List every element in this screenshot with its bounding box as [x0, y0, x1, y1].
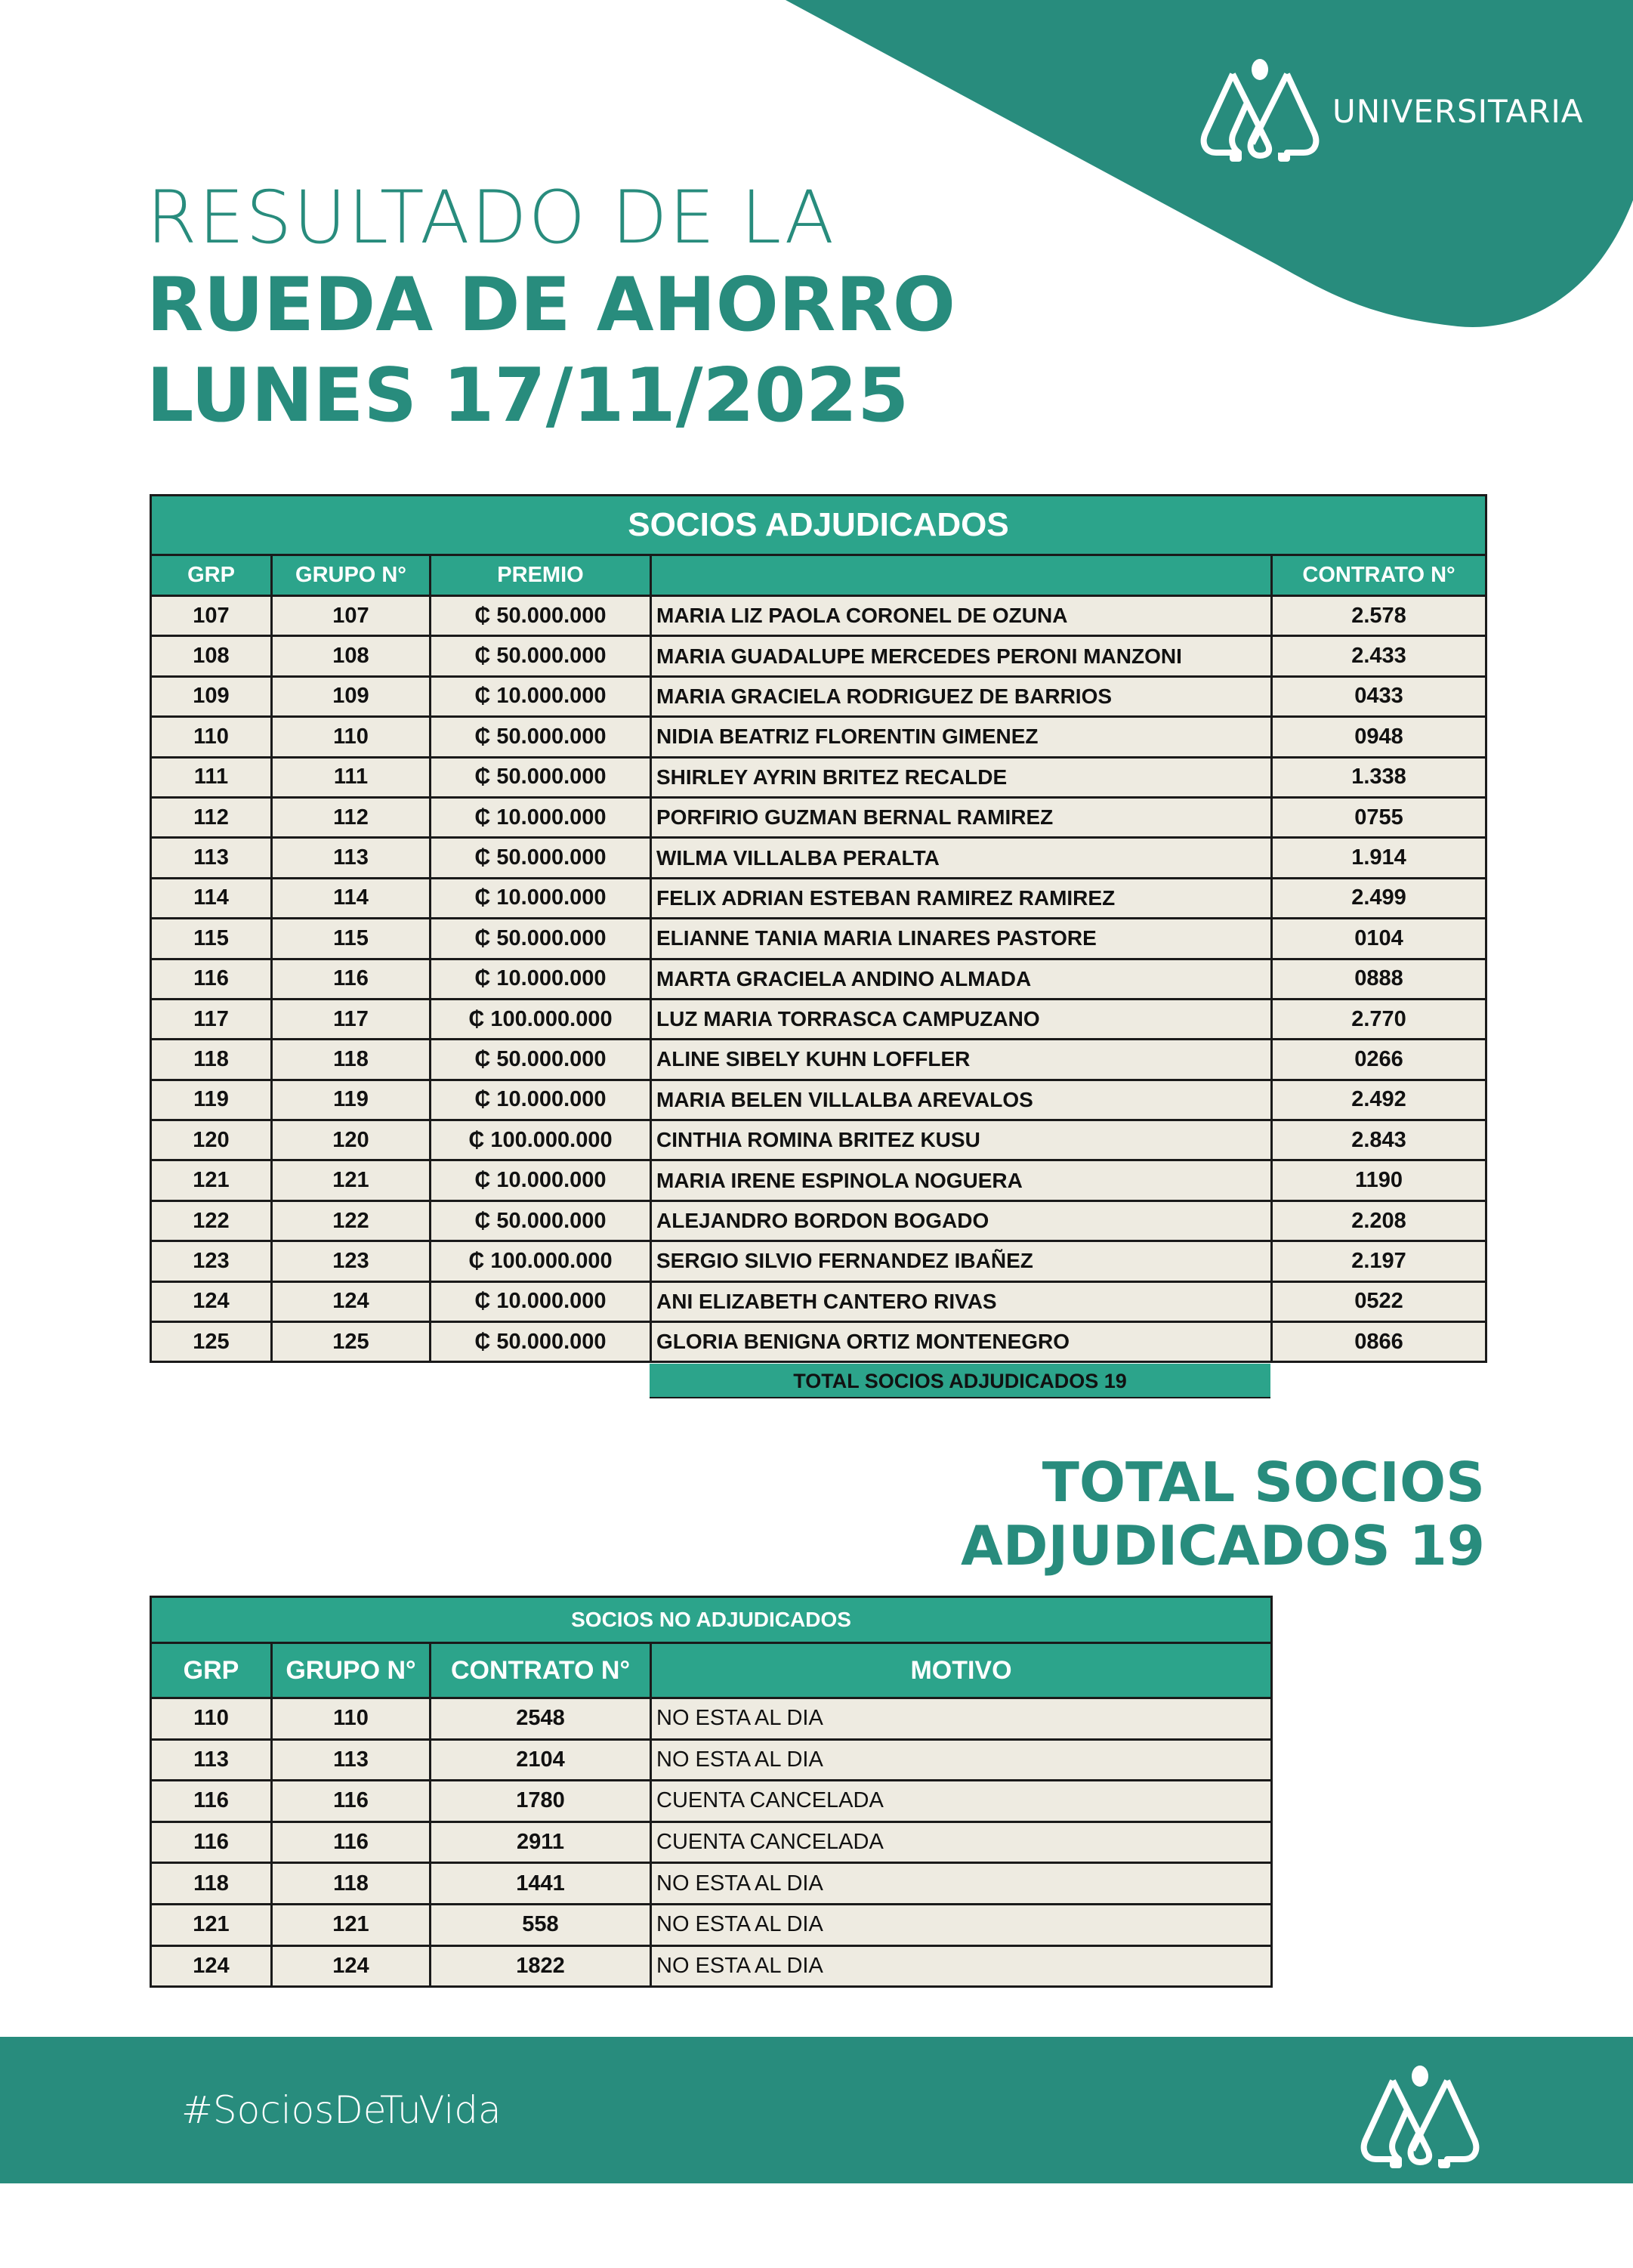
- no-adjudicados-header-row: [151, 1643, 1272, 1698]
- cell-grp: 118: [151, 1040, 272, 1080]
- total-adjudicados-bar: TOTAL SOCIOS ADJUDICADOS 19: [650, 1364, 1270, 1398]
- cell-premio: ₵ 50.000.000: [431, 919, 651, 959]
- cell-premio: ₵ 10.000.000: [431, 1160, 651, 1200]
- cell-premio: ₵ 10.000.000: [431, 797, 651, 837]
- cell-grupo: 112: [272, 797, 431, 837]
- table-row: [151, 1698, 1272, 1740]
- cell-premio: ₵ 100.000.000: [431, 999, 651, 1039]
- table-row: [151, 919, 1486, 959]
- cell-nombre: MARTA GRACIELA ANDINO ALMADA: [651, 959, 1272, 999]
- cell-grp: 107: [151, 596, 272, 636]
- cell-grp: 124: [151, 1281, 272, 1321]
- adjudicados-title-row: [151, 496, 1486, 555]
- table-row: [151, 1200, 1486, 1241]
- table-row: [151, 636, 1486, 676]
- cell-grupo: 121: [272, 1904, 431, 1945]
- table-row: [151, 596, 1486, 636]
- cell-grp: 111: [151, 757, 272, 797]
- cell-contrato: 1822: [431, 1945, 651, 1987]
- cell-grp: 122: [151, 1200, 272, 1241]
- col-header-grupo: GRUPO N°: [272, 555, 431, 596]
- table-row: [151, 1863, 1272, 1905]
- col-header-contrato: CONTRATO N°: [1272, 555, 1486, 596]
- cell-contrato: 2911: [431, 1822, 651, 1863]
- table-row: [151, 999, 1486, 1039]
- cell-grupo: 115: [272, 919, 431, 959]
- cell-grupo: 125: [272, 1322, 431, 1362]
- cell-grupo: 114: [272, 878, 431, 918]
- total-summary-line-1: TOTAL SOCIOS: [1042, 1451, 1485, 1514]
- cell-nombre: CINTHIA ROMINA BRITEZ KUSU: [651, 1120, 1272, 1160]
- cell-motivo: NO ESTA AL DIA: [651, 1945, 1272, 1987]
- cell-contrato: 1190: [1272, 1160, 1486, 1200]
- cell-contrato: 1.338: [1272, 757, 1486, 797]
- cell-premio: ₵ 50.000.000: [431, 838, 651, 878]
- cell-nombre: MARIA BELEN VILLALBA AREVALOS: [651, 1080, 1272, 1120]
- cell-grupo: 116: [272, 959, 431, 999]
- table-row: [151, 1822, 1272, 1863]
- cell-nombre: SERGIO SILVIO FERNANDEZ IBAÑEZ: [651, 1241, 1272, 1281]
- cell-premio: ₵ 10.000.000: [431, 676, 651, 716]
- cell-grp: 125: [151, 1322, 272, 1362]
- universitaria-logo-icon: [1199, 59, 1320, 163]
- cell-grupo: 122: [272, 1200, 431, 1241]
- cell-grp: 116: [151, 1781, 272, 1822]
- cell-premio: ₵ 10.000.000: [431, 1080, 651, 1120]
- cell-contrato: 2.208: [1272, 1200, 1486, 1241]
- total-adjudicados-summary: [961, 1451, 1485, 1577]
- cell-grupo: 111: [272, 757, 431, 797]
- cell-premio: ₵ 10.000.000: [431, 1281, 651, 1321]
- cell-nombre: MARIA GRACIELA RODRIGUEZ DE BARRIOS: [651, 676, 1272, 716]
- col-header-motivo: MOTIVO: [651, 1643, 1272, 1698]
- cell-grp: 123: [151, 1241, 272, 1281]
- cell-premio: ₵ 50.000.000: [431, 757, 651, 797]
- cell-nombre: ANI ELIZABETH CANTERO RIVAS: [651, 1281, 1272, 1321]
- table-row: [151, 1781, 1272, 1822]
- brand-logo: [1199, 59, 1583, 163]
- cell-grp: 120: [151, 1120, 272, 1160]
- cell-grupo: 113: [272, 838, 431, 878]
- cell-premio: ₵ 10.000.000: [431, 878, 651, 918]
- cell-grupo: 108: [272, 636, 431, 676]
- cell-grupo: 107: [272, 596, 431, 636]
- table-row: [151, 797, 1486, 837]
- cell-grupo: 117: [272, 999, 431, 1039]
- table-row: [151, 959, 1486, 999]
- cell-grupo: 118: [272, 1040, 431, 1080]
- no-adjudicados-title-row: [151, 1597, 1272, 1643]
- adjudicados-header-row: [151, 555, 1486, 596]
- adjudicados-title: SOCIOS ADJUDICADOS: [151, 496, 1486, 555]
- cell-grp: 118: [151, 1863, 272, 1905]
- cell-grp: 114: [151, 878, 272, 918]
- cell-grupo: 116: [272, 1781, 431, 1822]
- cell-grp: 112: [151, 797, 272, 837]
- adjudicados-table: [150, 494, 1487, 1363]
- table-row: [151, 878, 1486, 918]
- cell-premio: ₵ 50.000.000: [431, 596, 651, 636]
- cell-nombre: MARIA GUADALUPE MERCEDES PERONI MANZONI: [651, 636, 1272, 676]
- cell-contrato: 2.492: [1272, 1080, 1486, 1120]
- cell-nombre: ALINE SIBELY KUHN LOFFLER: [651, 1040, 1272, 1080]
- cell-contrato: 0948: [1272, 717, 1486, 757]
- table-row: [151, 1040, 1486, 1080]
- cell-premio: ₵ 50.000.000: [431, 1322, 651, 1362]
- table-row: [151, 1945, 1272, 1987]
- table-row: [151, 838, 1486, 878]
- cell-grp: 121: [151, 1904, 272, 1945]
- cell-premio: ₵ 50.000.000: [431, 717, 651, 757]
- cell-contrato: 0888: [1272, 959, 1486, 999]
- footer-band: [0, 2037, 1633, 2183]
- cell-premio: ₵ 50.000.000: [431, 1200, 651, 1241]
- brand-name: UNIVERSITARIA: [1332, 92, 1584, 130]
- cell-grupo: 118: [272, 1863, 431, 1905]
- cell-grupo: 116: [272, 1822, 431, 1863]
- cell-nombre: SHIRLEY AYRIN BRITEZ RECALDE: [651, 757, 1272, 797]
- total-summary-line-2: ADJUDICADOS 19: [961, 1514, 1485, 1577]
- cell-contrato: 0522: [1272, 1281, 1486, 1321]
- cell-contrato: 1.914: [1272, 838, 1486, 878]
- cell-contrato: 2.197: [1272, 1241, 1486, 1281]
- cell-contrato: 2.499: [1272, 878, 1486, 918]
- table-row: [151, 1241, 1486, 1281]
- cell-grupo: 121: [272, 1160, 431, 1200]
- cell-grp: 121: [151, 1160, 272, 1200]
- no-adjudicados-title: SOCIOS NO ADJUDICADOS: [151, 1597, 1272, 1643]
- cell-grupo: 124: [272, 1945, 431, 1987]
- table-row: [151, 1739, 1272, 1781]
- cell-grupo: 120: [272, 1120, 431, 1160]
- col-header-premio: PREMIO: [431, 555, 651, 596]
- heading-line-2: RUEDA DE AHORRO: [147, 262, 956, 348]
- cell-motivo: NO ESTA AL DIA: [651, 1904, 1272, 1945]
- page-heading: [147, 175, 955, 441]
- cell-contrato: 558: [431, 1904, 651, 1945]
- cell-contrato: 2548: [431, 1698, 651, 1740]
- cell-nombre: LUZ MARIA TORRASCA CAMPUZANO: [651, 999, 1272, 1039]
- cell-contrato: 0755: [1272, 797, 1486, 837]
- cell-contrato: 1780: [431, 1781, 651, 1822]
- no-adjudicados-table: [150, 1596, 1273, 1988]
- cell-contrato: 0433: [1272, 676, 1486, 716]
- table-row: [151, 1904, 1272, 1945]
- table-row: [151, 757, 1486, 797]
- cell-premio: ₵ 10.000.000: [431, 959, 651, 999]
- cell-motivo: NO ESTA AL DIA: [651, 1698, 1272, 1740]
- cell-nombre: GLORIA BENIGNA ORTIZ MONTENEGRO: [651, 1322, 1272, 1362]
- cell-motivo: NO ESTA AL DIA: [651, 1863, 1272, 1905]
- cell-premio: ₵ 100.000.000: [431, 1120, 651, 1160]
- cell-grupo: 124: [272, 1281, 431, 1321]
- cell-grp: 110: [151, 1698, 272, 1740]
- cell-contrato: 0866: [1272, 1322, 1486, 1362]
- cell-grp: 110: [151, 717, 272, 757]
- cell-contrato: 2.433: [1272, 636, 1486, 676]
- table-row: [151, 1281, 1486, 1321]
- cell-nombre: NIDIA BEATRIZ FLORENTIN GIMENEZ: [651, 717, 1272, 757]
- cell-contrato: 2.578: [1272, 596, 1486, 636]
- col-header-contrato: CONTRATO N°: [431, 1643, 651, 1698]
- cell-premio: ₵ 50.000.000: [431, 1040, 651, 1080]
- heading-line-1: RESULTADO DE LA: [147, 175, 836, 260]
- cell-grp: 117: [151, 999, 272, 1039]
- cell-grupo: 123: [272, 1241, 431, 1281]
- cell-grupo: 113: [272, 1739, 431, 1781]
- cell-contrato: 2.770: [1272, 999, 1486, 1039]
- cell-motivo: CUENTA CANCELADA: [651, 1822, 1272, 1863]
- col-header-grp: GRP: [151, 1643, 272, 1698]
- cell-grupo: 109: [272, 676, 431, 716]
- cell-grp: 115: [151, 919, 272, 959]
- cell-nombre: ELIANNE TANIA MARIA LINARES PASTORE: [651, 919, 1272, 959]
- cell-grupo: 119: [272, 1080, 431, 1120]
- heading-date: LUNES 17/11/2025: [147, 353, 909, 439]
- cell-nombre: FELIX ADRIAN ESTEBAN RAMIREZ RAMIREZ: [651, 878, 1272, 918]
- cell-contrato: 2.843: [1272, 1120, 1486, 1160]
- cell-nombre: MARIA LIZ PAOLA CORONEL DE OZUNA: [651, 596, 1272, 636]
- col-header-nombre: [651, 555, 1272, 596]
- cell-contrato: 0104: [1272, 919, 1486, 959]
- cell-grupo: 110: [272, 717, 431, 757]
- cell-nombre: ALEJANDRO BORDON BOGADO: [651, 1200, 1272, 1241]
- cell-grp: 119: [151, 1080, 272, 1120]
- cell-contrato: 0266: [1272, 1040, 1486, 1080]
- universitaria-logo-icon: [1360, 2066, 1480, 2170]
- footer-hashtag: #SociosDeTuVida: [181, 2088, 502, 2132]
- cell-nombre: PORFIRIO GUZMAN BERNAL RAMIREZ: [651, 797, 1272, 837]
- cell-nombre: MARIA IRENE ESPINOLA NOGUERA: [651, 1160, 1272, 1200]
- col-header-grp: GRP: [151, 555, 272, 596]
- cell-premio: ₵ 100.000.000: [431, 1241, 651, 1281]
- table-row: [151, 1080, 1486, 1120]
- cell-contrato: 1441: [431, 1863, 651, 1905]
- col-header-grupo: GRUPO N°: [272, 1643, 431, 1698]
- cell-premio: ₵ 50.000.000: [431, 636, 651, 676]
- cell-nombre: WILMA VILLALBA PERALTA: [651, 838, 1272, 878]
- table-row: [151, 1120, 1486, 1160]
- cell-grp: 108: [151, 636, 272, 676]
- cell-grp: 124: [151, 1945, 272, 1987]
- table-row: [151, 1322, 1486, 1362]
- table-row: [151, 676, 1486, 716]
- cell-grupo: 110: [272, 1698, 431, 1740]
- cell-grp: 113: [151, 1739, 272, 1781]
- cell-grp: 113: [151, 838, 272, 878]
- table-row: [151, 717, 1486, 757]
- cell-motivo: CUENTA CANCELADA: [651, 1781, 1272, 1822]
- cell-motivo: NO ESTA AL DIA: [651, 1739, 1272, 1781]
- cell-grp: 109: [151, 676, 272, 716]
- cell-grp: 116: [151, 1822, 272, 1863]
- cell-grp: 116: [151, 959, 272, 999]
- cell-contrato: 2104: [431, 1739, 651, 1781]
- table-row: [151, 1160, 1486, 1200]
